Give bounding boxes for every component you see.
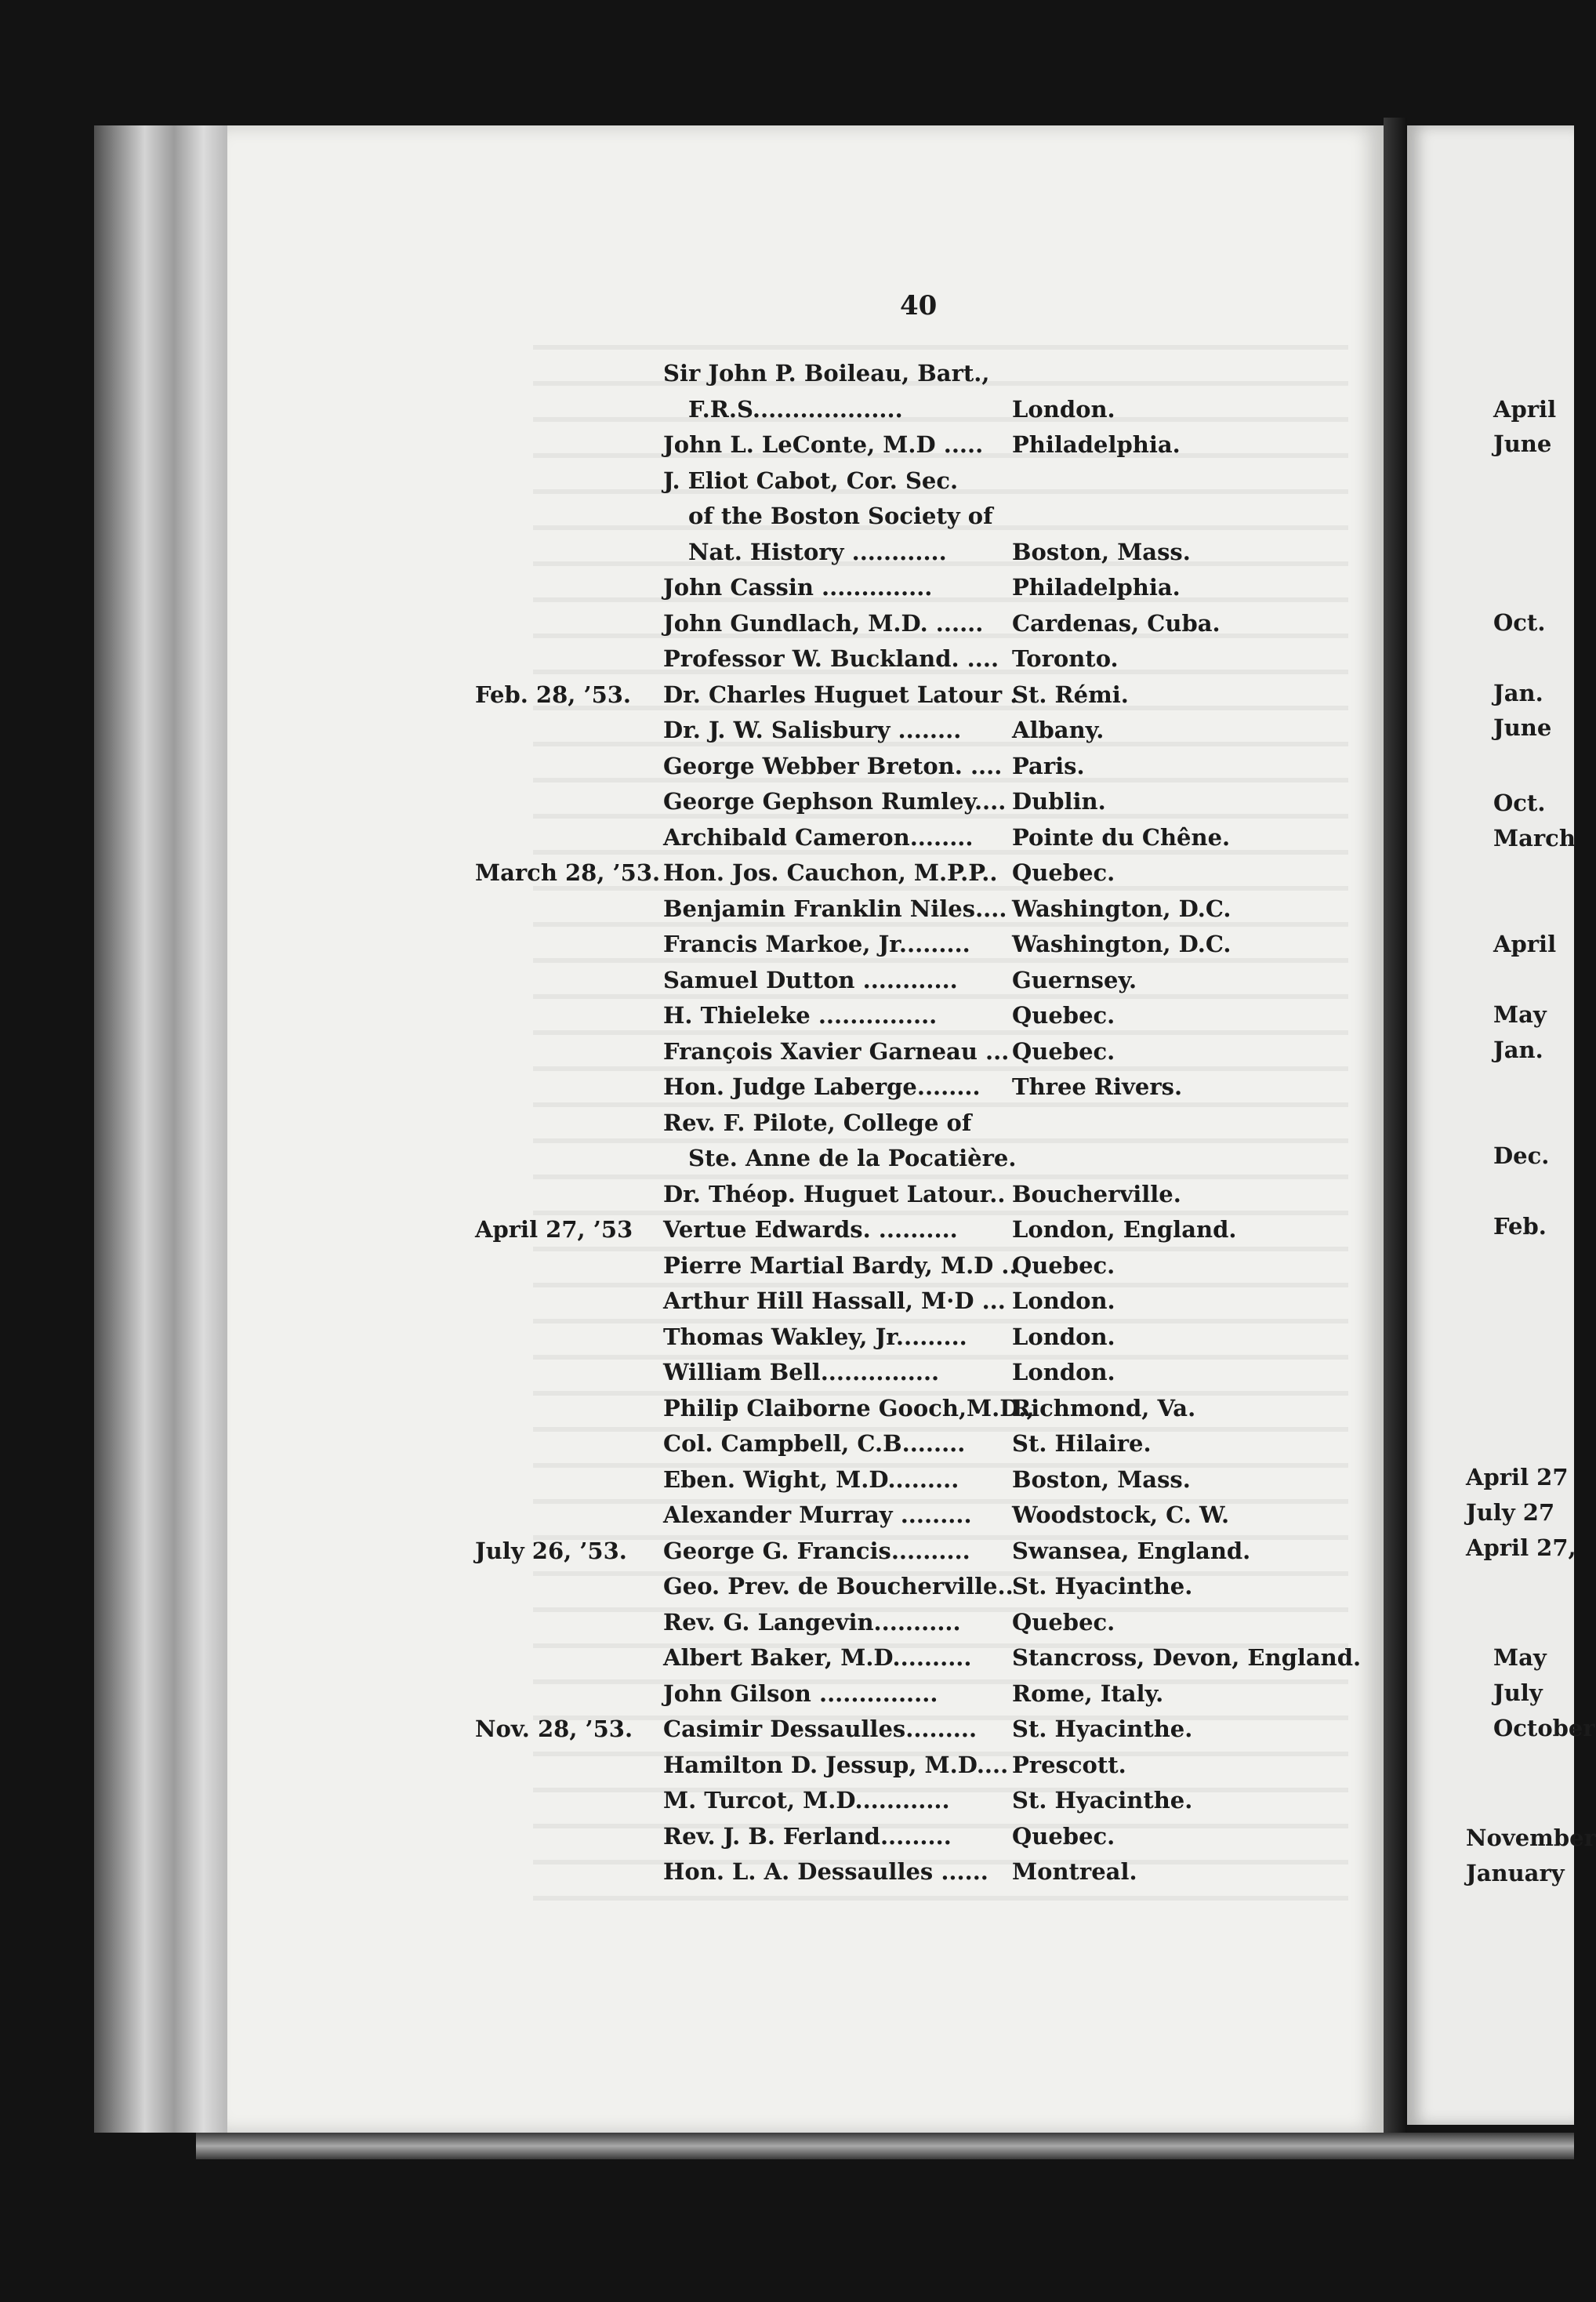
- member-residence: St. Hilaire.: [1012, 1430, 1152, 1457]
- member-residence: Pointe du Chêne.: [1012, 824, 1231, 851]
- adjacent-page-date: January: [1466, 1860, 1565, 1886]
- adjacent-page-date: Jan.: [1493, 680, 1543, 706]
- member-residence: Quebec.: [1012, 859, 1115, 886]
- member-name: Hon. L. A. Dessaulles ......: [663, 1858, 988, 1885]
- member-residence: Quebec.: [1012, 1823, 1115, 1850]
- adjacent-page-date: April 27,: [1466, 1534, 1576, 1561]
- member-residence: London.: [1012, 396, 1115, 423]
- member-residence: Woodstock, C. W.: [1012, 1501, 1230, 1528]
- member-residence: Cardenas, Cuba.: [1012, 610, 1221, 637]
- member-name: M. Turcot, M.D............: [663, 1787, 950, 1814]
- adjacent-page-date: March: [1493, 825, 1576, 851]
- member-name: Rev. J. B. Ferland.........: [663, 1823, 952, 1850]
- member-name: William Bell...............: [663, 1359, 940, 1385]
- adjacent-page-date: May: [1493, 1644, 1547, 1671]
- election-date: Feb. 28, ’53.: [475, 681, 632, 708]
- adjacent-page-date: July: [1493, 1679, 1543, 1706]
- member-residence: St. Hyacinthe.: [1012, 1573, 1193, 1599]
- member-name: François Xavier Garneau ...: [663, 1038, 1010, 1065]
- member-residence: London.: [1012, 1287, 1115, 1314]
- election-date: March 28, ’53.: [475, 859, 661, 886]
- election-date: Nov. 28, ’53.: [475, 1716, 633, 1742]
- adjacent-page-date: June: [1493, 714, 1552, 741]
- member-residence: London.: [1012, 1359, 1115, 1385]
- member-name: F.R.S...................: [688, 396, 903, 423]
- member-name: Rev. F. Pilote, College of: [663, 1109, 972, 1136]
- member-residence: St. Hyacinthe.: [1012, 1716, 1193, 1742]
- adjacent-page-date: April 27: [1466, 1464, 1569, 1490]
- member-name: John Gundlach, M.D. ......: [663, 610, 984, 637]
- member-name: H. Thieleke ...............: [663, 1002, 938, 1029]
- page-number: 40: [900, 290, 938, 321]
- member-residence: Swansea, England.: [1012, 1538, 1251, 1564]
- adjacent-page-date: Jan.: [1493, 1037, 1543, 1063]
- member-residence: Quebec.: [1012, 1038, 1115, 1065]
- member-residence: Dublin.: [1012, 788, 1106, 815]
- member-residence: Richmond, Va.: [1012, 1395, 1196, 1422]
- member-name: Casimir Dessaulles.........: [663, 1716, 978, 1742]
- adjacent-page-date: Oct.: [1493, 609, 1546, 636]
- adjacent-page-date: Feb.: [1493, 1213, 1547, 1240]
- member-name: Arthur Hill Hassall, M·D ...: [663, 1287, 1006, 1314]
- member-residence: Montreal.: [1012, 1858, 1137, 1885]
- member-name: George G. Francis..........: [663, 1538, 970, 1564]
- member-name: Samuel Dutton ............: [663, 967, 958, 993]
- member-residence: Boston, Mass.: [1012, 1466, 1191, 1493]
- member-residence: Rome, Italy.: [1012, 1680, 1164, 1707]
- adjacent-page-date: April: [1493, 931, 1557, 957]
- member-residence: Paris.: [1012, 753, 1085, 779]
- member-name: Professor W. Buckland. ....: [663, 645, 999, 672]
- adjacent-page-date: July 27: [1466, 1499, 1555, 1526]
- member-name: Hon. Jos. Cauchon, M.P.P..: [663, 859, 998, 886]
- member-name: Alexander Murray .........: [663, 1501, 972, 1528]
- member-residence: London.: [1012, 1323, 1115, 1350]
- member-name: Vertue Edwards. ..........: [663, 1216, 958, 1243]
- member-name: John Cassin ..............: [663, 574, 933, 601]
- member-name: Albert Baker, M.D..........: [663, 1644, 972, 1671]
- member-residence: St. Rémi.: [1012, 681, 1129, 708]
- member-name: of the Boston Society of: [688, 503, 993, 529]
- member-residence: Stancross, Devon, England.: [1012, 1644, 1362, 1671]
- member-residence: Washington, D.C.: [1012, 895, 1231, 922]
- member-name: J. Eliot Cabot, Cor. Sec.: [663, 467, 959, 494]
- adjacent-page-date: October: [1493, 1715, 1595, 1741]
- member-residence: Boston, Mass.: [1012, 539, 1191, 565]
- member-residence: Philadelphia.: [1012, 431, 1181, 458]
- member-name: Geo. Prev. de Boucherville..: [663, 1573, 1014, 1599]
- election-date: July 26, ’53.: [475, 1538, 627, 1564]
- member-name: Nat. History ............: [688, 539, 947, 565]
- member-name: Dr. Charles Huguet Latour .: [663, 681, 1018, 708]
- member-name: Dr. Théop. Huguet Latour..: [663, 1181, 1006, 1207]
- adjacent-page-date: April: [1493, 396, 1557, 423]
- member-name: Dr. J. W. Salisbury ........: [663, 717, 962, 743]
- adjacent-page-date: May: [1493, 1001, 1547, 1028]
- member-residence: Guernsey.: [1012, 967, 1137, 993]
- member-residence: Toronto.: [1012, 645, 1119, 672]
- member-residence: Prescott.: [1012, 1752, 1126, 1778]
- member-name: Philip Claiborne Gooch,M.D.,: [663, 1395, 1035, 1422]
- member-name: Thomas Wakley, Jr.........: [663, 1323, 967, 1350]
- adjacent-page-date: Oct.: [1493, 790, 1546, 816]
- member-name: Eben. Wight, M.D.........: [663, 1466, 959, 1493]
- adjacent-page-date: Dec.: [1493, 1142, 1550, 1169]
- member-residence: London, England.: [1012, 1216, 1237, 1243]
- member-residence: Washington, D.C.: [1012, 931, 1231, 957]
- member-name: Sir John P. Boileau, Bart.,: [663, 360, 990, 387]
- member-name: Hamilton D. Jessup, M.D....: [663, 1752, 1009, 1778]
- member-name: John L. LeConte, M.D .....: [663, 431, 984, 458]
- member-residence: Quebec.: [1012, 1609, 1115, 1636]
- member-residence: Three Rivers.: [1012, 1073, 1183, 1100]
- member-name: Francis Markoe, Jr.........: [663, 931, 970, 957]
- member-residence: Philadelphia.: [1012, 574, 1181, 601]
- member-residence: St. Hyacinthe.: [1012, 1787, 1193, 1814]
- adjacent-page-date: November: [1466, 1825, 1596, 1851]
- member-name: Ste. Anne de la Pocatière.: [688, 1145, 1017, 1171]
- member-residence: Quebec.: [1012, 1002, 1115, 1029]
- member-residence: Albany.: [1012, 717, 1105, 743]
- election-date: April 27, ’53: [475, 1216, 633, 1243]
- member-name: George Webber Breton. ....: [663, 753, 1003, 779]
- member-name: George Gephson Rumley....: [663, 788, 1007, 815]
- member-name: Benjamin Franklin Niles....: [663, 895, 1007, 922]
- member-name: Pierre Martial Bardy, M.D ..: [663, 1252, 1017, 1279]
- member-name: Archibald Cameron........: [663, 824, 974, 851]
- member-residence: Quebec.: [1012, 1252, 1115, 1279]
- member-residence: Boucherville.: [1012, 1181, 1181, 1207]
- member-name: John Gilson ...............: [663, 1680, 938, 1707]
- member-name: Rev. G. Langevin...........: [663, 1609, 961, 1636]
- member-name: Hon. Judge Laberge........: [663, 1073, 981, 1100]
- member-name: Col. Campbell, C.B........: [663, 1430, 966, 1457]
- adjacent-page-date: June: [1493, 430, 1552, 457]
